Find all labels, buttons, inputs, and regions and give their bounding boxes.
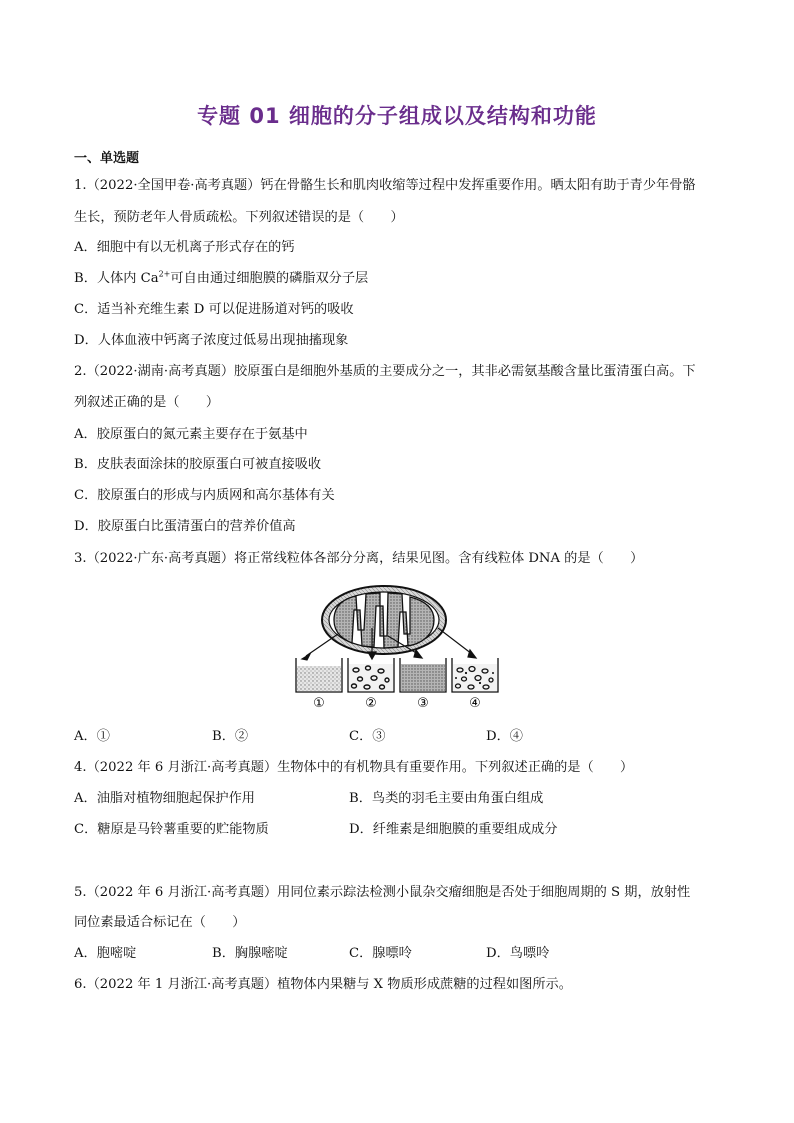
q1-option-b-post: 可自由通过细胞膜的磷脂双分子层 — [170, 271, 369, 286]
page-title: 专题 01 细胞的分子组成以及结构和功能 — [197, 104, 597, 128]
q3-option-a: A．① — [74, 729, 110, 744]
q3-option-d: D．④ — [486, 729, 523, 744]
q2-option-c: C．胶原蛋白的形成与内质网和高尔基体有关 — [74, 488, 335, 503]
q5-option-c: C．腺嘌呤 — [349, 946, 412, 961]
q5-stem-line2: 同位素最适合标记在（ ） — [74, 915, 246, 930]
q4-option-d: D．纤维素是细胞膜的重要组成成分 — [349, 822, 558, 837]
q3-option-c: C．③ — [349, 729, 386, 744]
q4-stem-line1: 4.（2022 年 6 月浙江·高考真题）生物体中的有机物具有重要作用。下列叙述正确的是（ ） — [74, 760, 634, 775]
q2-stem-line1: 2.（2022·湖南·高考真题）胶原蛋白是细胞外基质的主要成分之一，其非必需氨基酸含量比蛋清蛋白高。下 — [74, 364, 696, 379]
tube-label-3: ③ — [417, 696, 429, 711]
q5-stem-line1: 5.（2022 年 6 月浙江·高考真题）用同位素示踪法检测小鼠杂交瘤细胞是否处于细胞周期的 S 期，放射性 — [74, 885, 691, 900]
q2-option-a: A．胶原蛋白的氮元素主要存在于氨基中 — [74, 427, 308, 442]
tube-2 — [348, 658, 394, 692]
q2-option-d: D．胶原蛋白比蛋清蛋白的营养价值高 — [74, 519, 296, 534]
q5-option-a: A．胞嘧啶 — [74, 946, 137, 961]
mitochondria-fractionation-figure — [288, 584, 508, 714]
q5-option-d: D．鸟嘌呤 — [486, 946, 550, 961]
tube-label-4: ④ — [469, 696, 481, 711]
q4-option-c: C．糖原是马铃薯重要的贮能物质 — [74, 822, 269, 837]
q1-stem-line2: 生长，预防老年人骨质疏松。下列叙述错误的是（ ） — [74, 210, 404, 225]
tube-label-2: ② — [365, 696, 377, 711]
q5-option-b: B．胸腺嘧啶 — [212, 946, 288, 961]
q4-option-b: B．鸟类的羽毛主要由角蛋白组成 — [349, 791, 544, 806]
q1-option-c: C．适当补充维生素 D 可以促进肠道对钙的吸收 — [74, 302, 354, 317]
q3-option-b: B．② — [212, 729, 249, 744]
q1-option-b — [74, 271, 368, 287]
q1-option-b-sup: 2+ — [158, 269, 171, 279]
q3-stem-line1: 3.（2022·广东·高考真题）将正常线粒体各部分分离，结果见图。含有线粒体 DNA 的是（ ） — [74, 551, 644, 566]
q2-option-b: B．皮肤表面涂抹的胶原蛋白可被直接吸收 — [74, 457, 322, 472]
q1-option-d: D．人体血液中钙离子浓度过低易出现抽搐现象 — [74, 333, 349, 348]
q4-option-a: A．油脂对植物细胞起保护作用 — [74, 791, 255, 806]
q1-stem-line1: 1.（2022·全国甲卷·高考真题）钙在骨骼生长和肌肉收缩等过程中发挥重要作用。晒太阳有助于青少年骨骼 — [74, 178, 696, 193]
tube-3 — [400, 658, 446, 692]
section-heading: 一、单选题 — [74, 151, 140, 166]
q6-stem-line1: 6.（2022 年 1 月浙江·高考真题）植物体内果糖与 X 物质形成蔗糖的过程如图所示。 — [74, 977, 572, 992]
q1-option-b-pre: B．人体内 Ca — [74, 271, 159, 286]
tube-1 — [296, 658, 342, 692]
q1-option-a: A．细胞中有以无机离子形式存在的钙 — [74, 240, 295, 255]
q2-stem-line2: 列叙述正确的是（ ） — [74, 395, 220, 410]
tube-label-1: ① — [313, 696, 325, 711]
tube-4 — [452, 658, 498, 692]
